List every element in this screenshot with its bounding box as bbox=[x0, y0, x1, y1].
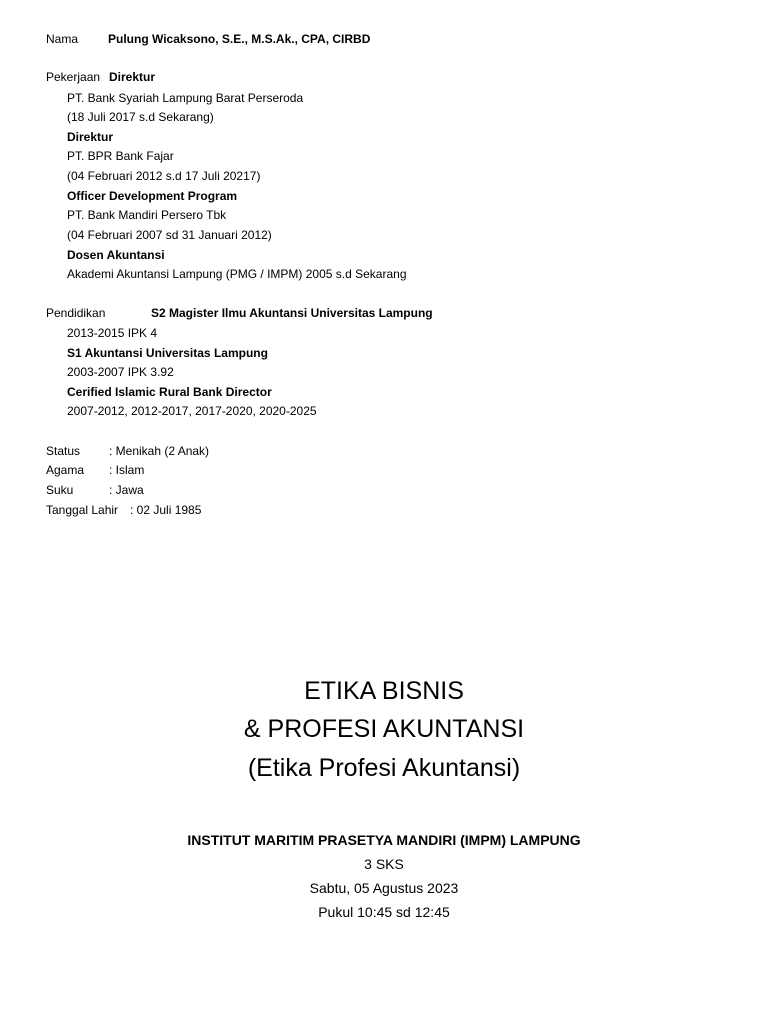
pekerjaan-line: Direktur bbox=[67, 130, 114, 144]
pekerjaan-first-title: Direktur bbox=[109, 70, 156, 84]
pendidikan-first: S2 Magister Ilmu Akuntansi Universitas Lampung bbox=[151, 306, 433, 320]
pekerjaan-line: Officer Development Program bbox=[67, 189, 238, 203]
tanggal-lahir-value: : 02 Juli 1985 bbox=[130, 503, 202, 517]
pendidikan-label: Pendidikan bbox=[46, 306, 106, 320]
pendidikan-line: Cerified Islamic Rural Bank Director bbox=[67, 385, 272, 399]
agama-value: : Islam bbox=[109, 463, 145, 477]
course-title-line-3: (Etika Profesi Akuntansi) bbox=[247, 754, 521, 782]
pekerjaan-line: (04 Februari 2012 s.d 17 Juli 20217) bbox=[67, 169, 261, 183]
nama-label: Nama bbox=[46, 32, 79, 46]
pekerjaan-label: Pekerjaan bbox=[46, 70, 101, 84]
session-date: Sabtu, 05 Agustus 2023 bbox=[309, 880, 459, 896]
agama-label: Agama bbox=[46, 463, 85, 477]
pekerjaan-line: (04 Februari 2007 sd 31 Januari 2012) bbox=[67, 228, 272, 242]
suku-value: : Jawa bbox=[109, 483, 144, 497]
pendidikan-line: 2013-2015 IPK 4 bbox=[67, 326, 158, 340]
nama-value: Pulung Wicaksono, S.E., M.S.Ak., CPA, CIRBD bbox=[108, 32, 371, 46]
session-time: Pukul 10:45 sd 12:45 bbox=[318, 904, 450, 920]
tanggal-lahir-label: Tanggal Lahir bbox=[46, 503, 119, 517]
pendidikan-line: 2007-2012, 2012-2017, 2017-2020, 2020-2025 bbox=[67, 404, 317, 418]
status-label: Status bbox=[46, 444, 81, 458]
course-title-line-2: & PROFESI AKUNTANSI bbox=[243, 715, 525, 743]
course-title-line-1: ETIKA BISNIS bbox=[304, 677, 464, 705]
pekerjaan-line: PT. BPR Bank Fajar bbox=[67, 149, 174, 163]
suku-label: Suku bbox=[46, 483, 74, 497]
status-value: : Menikah (2 Anak) bbox=[109, 444, 210, 458]
pekerjaan-line: Dosen Akuntansi bbox=[67, 248, 165, 262]
pekerjaan-line: PT. Bank Mandiri Persero Tbk bbox=[67, 208, 227, 222]
credit-units: 3 SKS bbox=[364, 856, 404, 872]
pekerjaan-line: Akademi Akuntansi Lampung (PMG / IMPM) 2005 s.d Sekarang bbox=[67, 267, 407, 281]
pekerjaan-line: PT. Bank Syariah Lampung Barat Perseroda bbox=[67, 91, 304, 105]
pekerjaan-line: (18 Juli 2017 s.d Sekarang) bbox=[67, 110, 214, 124]
pendidikan-line: 2003-2007 IPK 3.92 bbox=[67, 365, 174, 379]
institution-name: INSTITUT MARITIM PRASETYA MANDIRI (IMPM) LAMPUNG bbox=[187, 832, 581, 848]
pendidikan-line: S1 Akuntansi Universitas Lampung bbox=[67, 346, 268, 360]
